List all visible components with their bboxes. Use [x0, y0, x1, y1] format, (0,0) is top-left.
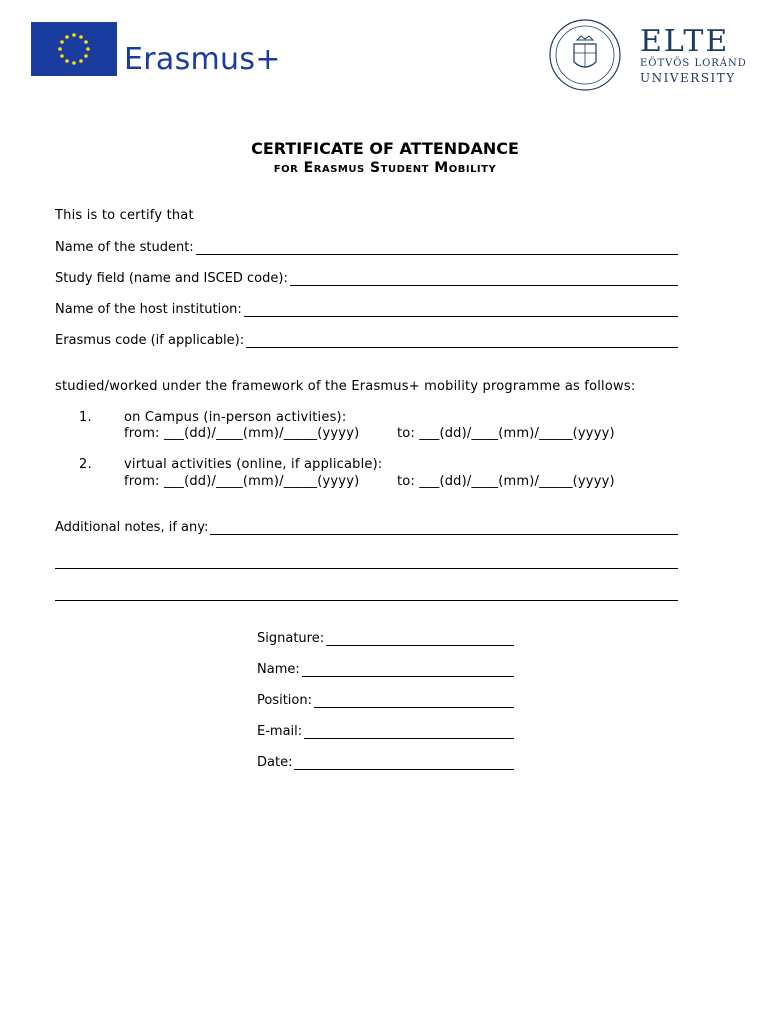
position-label: Position: — [257, 693, 312, 708]
eu-flag-logo — [31, 22, 117, 76]
elte-subtitle-line1: EÖTVÖS LORÁND — [640, 58, 747, 69]
erasmus-logo-text: Erasmus+ — [124, 42, 281, 77]
elte-subtitle-line2: UNIVERSITY — [640, 71, 736, 85]
activity-2-from[interactable]: from: ___(dd)/____(mm)/_____(yyyy) — [124, 474, 360, 489]
date-field[interactable] — [257, 755, 514, 770]
email-field[interactable] — [257, 724, 514, 739]
signature-field[interactable] — [257, 631, 514, 646]
host-institution-label: Name of the host institution: — [55, 302, 242, 317]
activity-1-label: on Campus (in-person activities): — [124, 410, 347, 425]
activity-2-number: 2. — [79, 457, 92, 472]
eu-stars-icon — [31, 22, 117, 76]
notes-blank-3[interactable] — [55, 586, 678, 601]
student-name-label: Name of the student: — [55, 240, 194, 255]
framework-text: studied/worked under the framework of the Erasmus+ mobility programme as follows: — [55, 379, 636, 394]
student-name-blank[interactable] — [196, 240, 678, 255]
erasmus-code-blank[interactable] — [246, 333, 678, 348]
activity-1-number: 1. — [79, 410, 92, 425]
date-blank[interactable] — [294, 755, 514, 770]
activity-2-label: virtual activities (online, if applicable): — [124, 457, 383, 472]
date-label: Date: — [257, 755, 293, 770]
erasmus-code-field[interactable] — [55, 333, 678, 348]
elte-seal-icon — [548, 18, 622, 92]
activity-2-to[interactable]: to: ___(dd)/____(mm)/_____(yyyy) — [397, 474, 615, 489]
study-field-label: Study field (name and ISCED code): — [55, 271, 288, 286]
intro-text: This is to certify that — [55, 208, 194, 223]
student-name-field[interactable] — [55, 240, 678, 255]
notes-label: Additional notes, if any: — [55, 520, 209, 535]
signature-blank[interactable] — [326, 631, 514, 646]
study-field-blank[interactable] — [290, 271, 678, 286]
notes-blank-2[interactable] — [55, 554, 678, 569]
activity-1-to[interactable]: to: ___(dd)/____(mm)/_____(yyyy) — [397, 426, 615, 441]
notes-blank-1[interactable] — [210, 520, 678, 535]
notes-field[interactable] — [55, 520, 678, 535]
signer-name-field[interactable] — [257, 662, 514, 677]
host-institution-blank[interactable] — [244, 302, 678, 317]
position-field[interactable] — [257, 693, 514, 708]
email-blank[interactable] — [304, 724, 514, 739]
position-blank[interactable] — [314, 693, 514, 708]
elte-title: ELTE — [640, 24, 730, 59]
email-label: E-mail: — [257, 724, 303, 739]
activity-1-from[interactable]: from: ___(dd)/____(mm)/_____(yyyy) — [124, 426, 360, 441]
signer-name-label: Name: — [257, 662, 300, 677]
signer-name-blank[interactable] — [302, 662, 514, 677]
erasmus-code-label: Erasmus code (if applicable): — [55, 333, 245, 348]
page-subtitle: for Erasmus Student Mobility — [273, 160, 497, 176]
signature-label: Signature: — [257, 631, 325, 646]
host-institution-field[interactable] — [55, 302, 678, 317]
study-field-field[interactable] — [55, 271, 678, 286]
page-title: CERTIFICATE OF ATTENDANCE — [251, 139, 519, 158]
